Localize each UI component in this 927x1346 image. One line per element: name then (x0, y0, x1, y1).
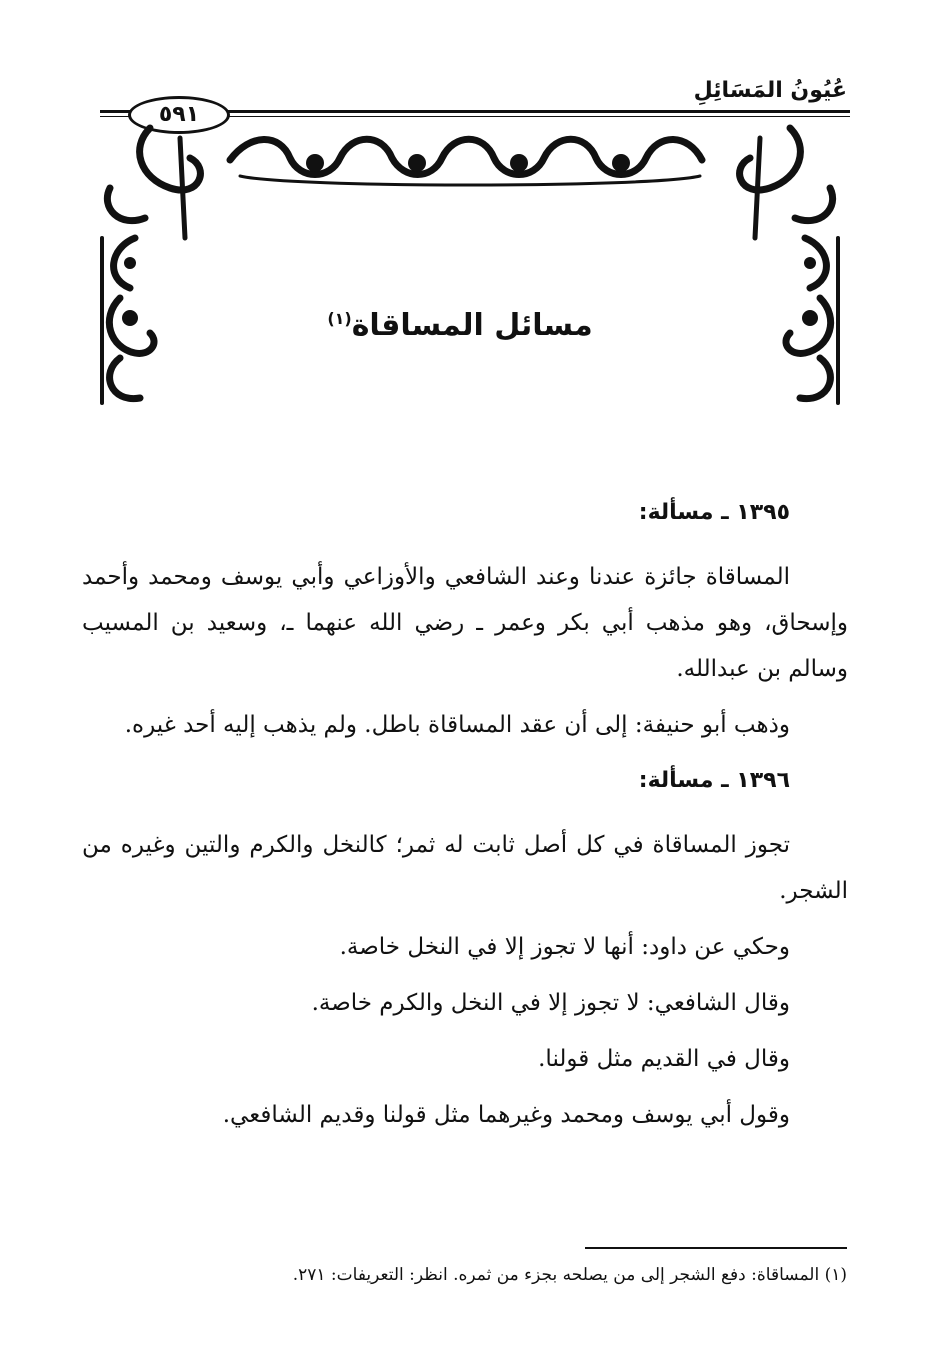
footnote-rule (585, 1247, 847, 1249)
paragraph: وذهب أبو حنيفة: إلى أن عقد المساقاة باطل. ولم يذهب إليه أحد غيره. (124, 712, 790, 738)
paragraph: وقول أبي يوسف ومحمد وغيرهما مثل قولنا وقديم الشافعي. (222, 1102, 790, 1128)
issue-heading: ١٣٩٥ ـ مسألة: (638, 500, 790, 525)
paragraph: وقال الشافعي: لا تجوز إلا في النخل والكرم خاصة. (311, 990, 790, 1016)
paragraph: المساقاة جائزة عندنا وعند الشافعي والأوزاعي وأبي يوسف ومحمد وأحمد وإسحاق، وهو مذهب أبي بكر وعمر ـ رضي الله عنهما ـ، وسعيد بن المسيب وسالم بن عبدالله. (82, 564, 848, 682)
running-header-title: عُيُونُ المَسَائِلِ (693, 78, 847, 103)
page-number: ٥٩١ (128, 96, 230, 134)
paragraph: وحكي عن داود: أنها لا تجوز إلا في النخل خاصة. (339, 934, 790, 960)
footnote: (١) المساقاة: دفع الشجر إلى من يصلحه بجزء من ثمره. انظر: التعريفات: ٢٧١. (292, 1265, 847, 1285)
issue-heading: ١٣٩٦ ـ مسألة: (638, 768, 790, 793)
main-body (82, 490, 848, 1138)
ornamental-frame (90, 118, 850, 408)
paragraph: تجوز المساقاة في كل أصل ثابت له ثمر؛ كالنخل والكرم والتين وغيره من الشجر. (82, 832, 848, 904)
chapter-title-text: مسائل المساقاة (351, 308, 593, 343)
paragraph: وقال في القديم مثل قولنا. (538, 1046, 790, 1072)
chapter-title (160, 308, 760, 343)
footnote-marker: (١) (327, 309, 352, 328)
